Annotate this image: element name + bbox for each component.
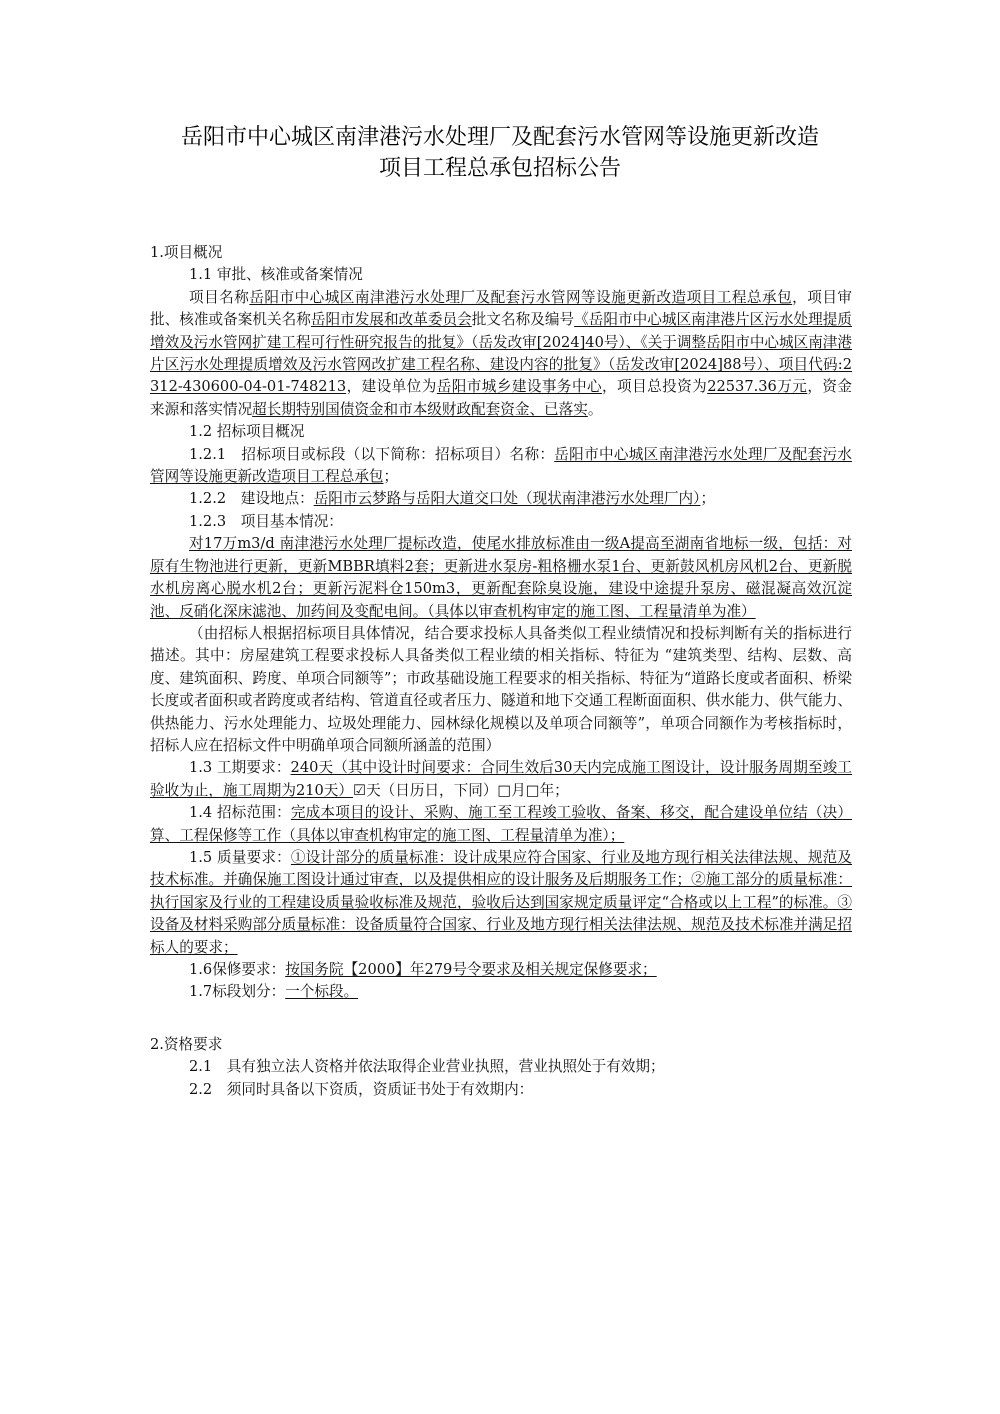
section-1-2-2-paragraph — [150, 488, 852, 510]
project-basic-info-paragraph — [150, 533, 852, 623]
section-1-1-heading: 1.1 审批、核准或备案情况 — [189, 266, 363, 284]
section-2-1-paragraph: 2.1 具有独立法人资格并依法取得企业营业执照，营业执照处于有效期； — [189, 1058, 665, 1076]
title-line-1: 岳阳市中心城区南津港污水处理厂及配套污水管网等设施更新改造 — [180, 125, 819, 150]
text-segment: ； — [700, 490, 716, 508]
text-segment: ，资金来源和落实情况 — [150, 378, 852, 418]
section-2-heading: 2.资格要求 — [150, 1035, 223, 1053]
tender-project-name-value: 岳阳市中心城区南津港污水处理厂及配套污水管网等设施更新改造项目工程总承包 — [150, 445, 852, 486]
section-spacer — [150, 1004, 852, 1034]
lot-division-value: 一个标段。 — [285, 983, 359, 1001]
tender-note-paragraph: （由招标人根据招标项目具体情况，结合要求投标人具备类似工程业绩情况和投标判断有关的指标进行描述。其中：房屋建筑工程要求投标人具备类似工程业绩的相关指标、特征为 “建筑类型、结构、层数、高度、建筑面积、跨度、单项合同额等”；市政基础设施工程要求的相关指标、特征为“道路长度或者面积、桥梁长度或者面积或者跨度或者结构、管道直径或者压力、隧道和地下交通工程断面面积、供水能力、供气能力、供热能力、污水处理能力、垃圾处理能力、园林绿化规模以及单项合同额等”，单项合同额作为考核指标时，招标人应在招标文件中明确单项合同额所涵盖的范围） — [150, 624, 852, 754]
project-basic-info-value: 对17万m3/d 南津港污水处理厂提标改造，使尾水排放标准由一级A提高至湖南省地标一级，包括：对原有生物池进行更新，更新MBBR填料2套；更新进水泵房-粗格栅水泵1台、更新鼓风机房风机2台、更新脱水机房离心脱水机2台；更新污泥料仓150m3，更新配套除臭设施，建设中途提升泵房、磁混凝高效沉淀池、反硝化深床滤池、加药间及变配电间。（具体以审查机构审定的施工图、工程量清单为准） — [150, 535, 852, 620]
section-2-2-paragraph: 2.2 须同时具备以下资质，资质证书处于有效期内： — [189, 1080, 534, 1098]
section-1-5-paragraph — [150, 847, 852, 959]
quality-requirement-value: ①设计部分的质量标准：设计成果应符合国家、行业及地方现行相关法律法规、规范及技术标准。并确保施工图设计通过审查，以及提供相应的设计服务及后期服务工作；②施工部分的质量标准：执行国家及行业的工程建设质量验收标准及规范，验收后达到国家规定质量评定“合格或以上工程”的标准。③设备及材料采购部分质量标准：设备质量符合国家、行业及地方现行相关法律法规、规范及技术标准并满足招标人的要求； — [150, 848, 852, 956]
document-body — [150, 242, 852, 1101]
text-segment: 批文名称及编号 — [471, 311, 575, 329]
total-investment-value: 22537.36万元 — [707, 378, 808, 396]
text-segment: 1.5 质量要求： — [189, 848, 291, 866]
text-segment: 1.4 招标范围： — [189, 804, 291, 822]
section-1-2-1-paragraph — [150, 444, 852, 489]
duration-unit-checkboxes: ☑天（日历日，下同）□月□年； — [352, 781, 569, 799]
text-segment: 1.6保修要求： — [189, 961, 286, 978]
text-segment: 1.2.1 招标项目或标段（以下简称：招标项目）名称： — [189, 445, 555, 463]
text-segment: 1.3 工期要求： — [189, 759, 291, 777]
warranty-requirement-value: 按国务院【2000】年279号令要求及相关规定保修要求； — [285, 961, 657, 978]
text-segment: ，项目审批、核准或备案机关名称 — [150, 288, 852, 329]
section-1-heading: 1.项目概况 — [150, 244, 223, 261]
project-approval-paragraph — [150, 287, 852, 421]
section-1-6-paragraph — [150, 959, 852, 981]
text-segment: 项目名称 — [189, 288, 250, 306]
text-segment: 1.2.2 建设地点： — [189, 490, 314, 508]
title-line-2: 项目工程总承包招标公告 — [378, 156, 621, 181]
section-1-2-3-heading: 1.2.3 项目基本情况： — [189, 512, 343, 530]
construction-unit-value: 岳阳市城乡建设事务中心 — [436, 378, 603, 396]
text-segment: 1.7标段划分： — [189, 983, 286, 1001]
document-title — [0, 122, 1000, 184]
section-1-4-paragraph — [150, 802, 852, 847]
text-segment: ，项目总投资为 — [602, 378, 708, 396]
duration-value: 240天（其中设计时间要求：合同生效后30天内完成施工图设计，设计服务周期至竣工验收为止，施工周期为210天） — [150, 759, 852, 799]
funding-source-value: 超长期特别国债资金和市本级财政配套资金、已落实 — [252, 400, 588, 418]
section-1-7-paragraph — [150, 981, 852, 1003]
text-segment: 。 — [587, 400, 603, 418]
tender-scope-value: 完成本项目的设计、采购、施工至工程竣工验收、备案、移交，配合建设单位结（决）算、工程保修等工作（具体以审查机构审定的施工图、工程量清单为准）； — [150, 804, 852, 844]
approval-documents-value: 《岳阳市中心城区南津港片区污水处理提质增效及污水管网扩建工程可行性研究报告的批复》（岳发改审[2024]40号）、《关于调整岳阳市中心城区南津港片区污水处理提质增效及污水管网改扩建工程名称、建设内容的批复》（岳发改审[2024]88号）、项目代码:2312-430600-04-01-748213 — [150, 311, 852, 396]
construction-location-value: 岳阳市云梦路与岳阳大道交口处（现状南津港污水处理厂内） — [313, 490, 701, 508]
section-1-2-heading: 1.2 招标项目概况 — [189, 423, 305, 441]
approval-authority-value: 岳阳市发展和改革委员会 — [310, 311, 472, 329]
text-segment: ，建设单位为 — [346, 378, 437, 396]
text-segment: ； — [383, 468, 399, 486]
section-1-3-paragraph — [150, 757, 852, 802]
project-name-value: 岳阳市中心城区南津港污水处理厂及配套污水管网等设施更新改造项目工程总承包 — [249, 288, 793, 306]
